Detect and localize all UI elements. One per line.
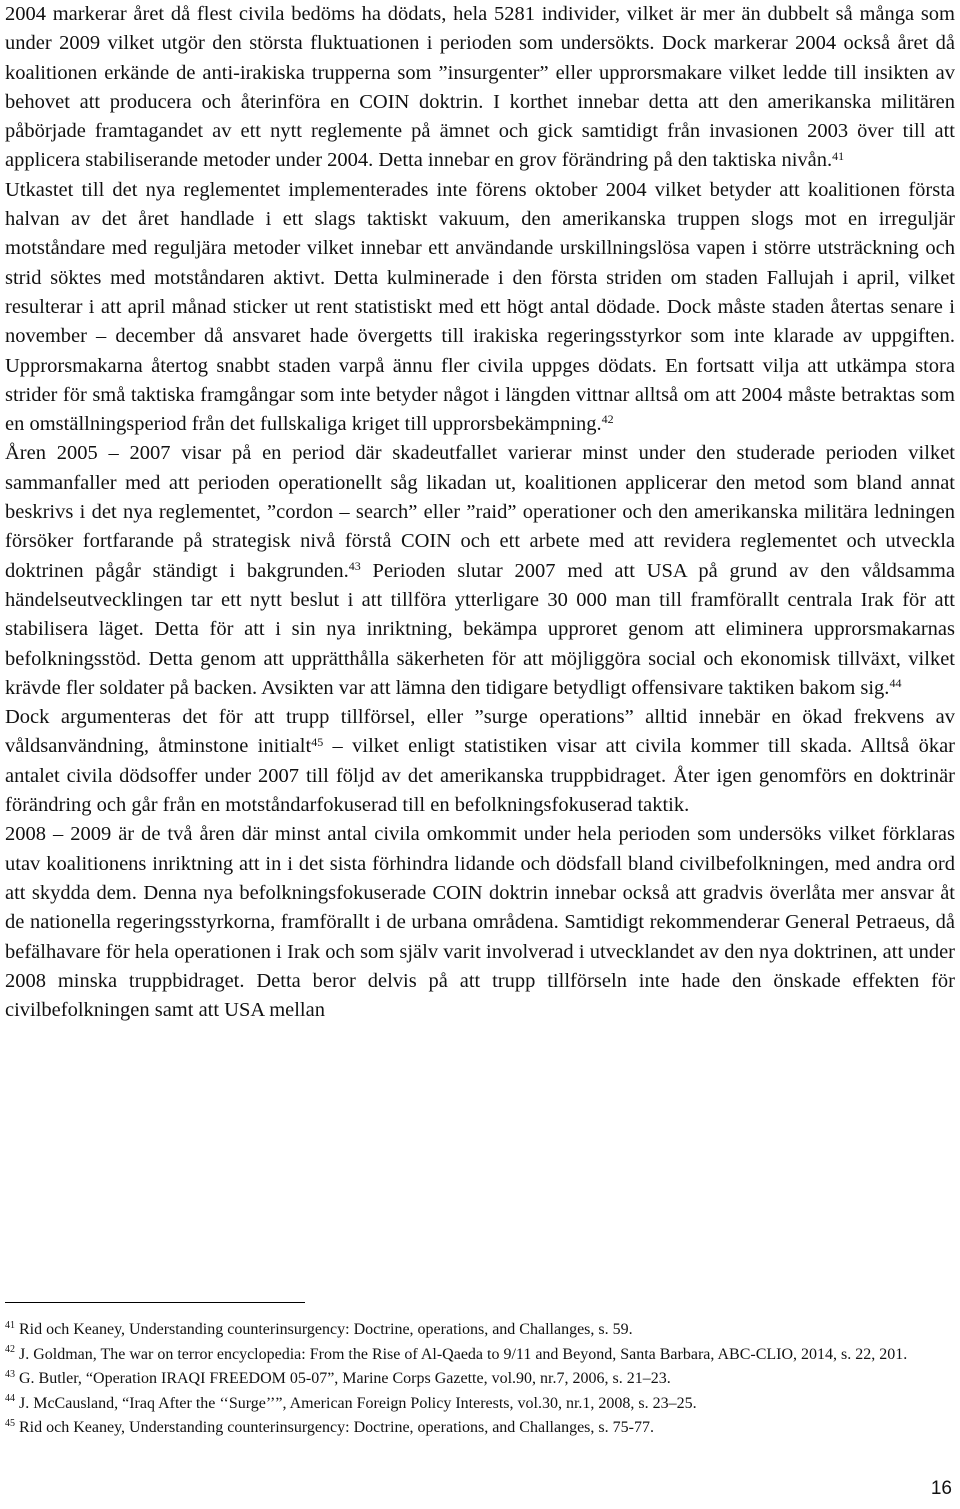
paragraph-text: Perioden slutar 2007 med att USA på grund av den våldsamma händelseutvecklingen tar ett nytt beslut i att tillföra ytterligare 30 000 man till framförallt centrala Irak för att stabilisera läget. Detta för att i sin nya inriktning, bekämpa upproret genom att eliminera upprorsmakarnas befolkningsstöd. Detta genom att upprätthålla säkerheten för att möjliggöra social och ekonomisk tillväxt, vilket krävde fler soldater på backen. Avsikten var att lämna den tidigare betydligt offensivare taktiken bakom sig.	[5, 559, 955, 699]
footnote-text: Rid och Keaney, Understanding counterinsurgency: Doctrine, operations, and Challanges, s. 75-77.	[15, 1419, 654, 1436]
footnote-44	[5, 1392, 955, 1417]
paragraph-text: Dock argumenteras det för att trupp tillförsel, eller ”surge operations” alltid innebär en ökad frekvens av våldsanvändning, åtminstone initialt	[5, 706, 955, 758]
footnote-text: J. Goldman, The war on terror encyclopedia: From the Rise of Al-Qaeda to 9/11 and Beyond, Santa Barbara, ABC-CLIO, 2014, s. 22, 201.	[15, 1345, 908, 1363]
footnote-ref[interactable]: 41	[832, 148, 845, 163]
paragraph-text: Åren 2005 – 2007 visar på en period där skadeutfallet varierar minst under den studerade perioden vilket sammanfaller med att perioden operationellt såg likadan ut, koalitionen applicerar den metod som bland annat beskrivs i det nya reglementet, ”cordon – search” eller ”raid” operationer och den amerikanska militära ledningen försöker fortfarande på strategisk nivå förstå COIN och ett arbete med att revidera reglementet och utveckla doktrinen pågår ständigt i bakgrunden.	[5, 442, 955, 582]
footnote-number: 45	[5, 1417, 15, 1429]
paragraph-text: – vilket enligt statistiken visar att civila kommer till skada. Alltså ökar antalet civila dödsoffer under 2007 till följd av det amerikanska truppbidraget. Åter igen genomförs en doktrinär förändring och går från en motståndarfokuserad till en befolkningsfokuserad taktik.	[5, 735, 955, 817]
footnote-text: G. Butler, “Operation IRAQI FREEDOM 05-07”, Marine Corps Gazette, vol.90, nr.7, 2006, s. 21–23.	[15, 1370, 671, 1387]
footnote-ref[interactable]: 45	[311, 734, 324, 749]
paragraph-3	[5, 439, 955, 703]
footnote-42	[5, 1343, 955, 1368]
paragraph-4	[5, 703, 955, 820]
footnote-ref[interactable]: 42	[601, 412, 614, 427]
paragraph-5	[5, 820, 955, 1025]
footnotes	[5, 1318, 955, 1441]
footnote-ref[interactable]: 44	[889, 676, 902, 690]
footnote-divider	[5, 1302, 305, 1303]
paragraph-2	[5, 176, 955, 440]
footnote-41	[5, 1318, 955, 1343]
paragraph-1	[5, 0, 955, 176]
footnote-number: 44	[5, 1393, 15, 1405]
paragraph-text: 2008 – 2009 är de två åren där minst antal civila omkommit under hela perioden som undersöks vilket förklaras utav koalitionens inriktning att in i det sista förhindra lidande och dödsfall bland civilbefolkningen, med andra ord att skydda dem. Denna nya befolkningsfokuserade COIN doktrin innebar också att gradvis överlåta mer ansvar åt de nationella regeringsstyrkorna, framförallt i de urbana områdena. Samtidigt rekommenderar General Petraeus, då befälhavare för hela operationen i Irak och som själv varit involverad i utvecklandet av den nya doktrinen, att under 2008 minska truppbidraget. Detta beror delvis på att trupp tillförseln inte hade den önskade effekten för civilbefolkningen samt att USA mellan	[5, 823, 955, 1022]
footnote-ref[interactable]: 43	[348, 558, 361, 573]
footnote-43	[5, 1367, 955, 1392]
footnote-text: J. McCausland, “Iraq After the ‘‘Surge’’”, American Foreign Policy Interests, vol.30, nr.1, 2008, s. 23–25.	[15, 1394, 697, 1412]
footnote-number: 43	[5, 1368, 15, 1380]
footnote-text: Rid och Keaney, Understanding counterinsurgency: Doctrine, operations, and Challanges, s. 59.	[15, 1321, 633, 1338]
body-text	[5, 0, 955, 1025]
footnote-number: 42	[5, 1344, 15, 1356]
paragraph-text: Utkastet till det nya reglementet implementerades inte förens oktober 2004 vilket betyder att koalitionen första halvan av det året handlade i ett slags taktiskt vakuum, den amerikanska truppen slogs mot en irreguljär motståndare med reguljära metoder vilket innebar ett användande urskillningslösa vapen i större utsträckning och strid söktes med motståndaren aktivt. Detta kulminerade i den första striden om staden Fallujah i april, vilket resulterar i att april månad sticker ut rent statistiskt med ett högt antal dödade. Dock måste staden återtas senare i november – december då ansvaret hade övergetts till irakiska regeringsstyrkor som inte klarade av uppgiften. Upprorsmakarna återtog snabbt staden varpå ännu fler civila uppges dödats. En fortsatt vilja att utkämpa stora strider för små taktiska framgångar som inte betyder något i längden vittnar alltså om att 2004 måste betraktas som en omställningsperiod från det fullskaliga kriget till upprorsbekämpning.	[5, 178, 955, 436]
footnote-number: 41	[5, 1319, 15, 1331]
page-number: 16	[930, 1478, 952, 1499]
paragraph-text: 2004 markerar året då flest civila bedöms ha dödats, hela 5281 individer, vilket är mer än dubbelt så många som under 2009 vilket utgör den största fluktuationen i perioden som undersökts. Dock markerar 2004 också året då koalitionen erkände de anti-irakiska trupperna som ”insurgenter” eller upprorsmakare vilket ledde till insikten av behovet att producera och återinföra en COIN doktrin. I korthet innebar detta att den amerikanska militären påbörjade framtagandet av ett nytt reglemente på ämnet och gick samtidigt från invasionen 2003 över till att applicera stabiliserande metoder under 2004. Detta innebar en grov förändring på den taktiska nivån.	[5, 3, 955, 172]
footnote-45	[5, 1416, 955, 1441]
